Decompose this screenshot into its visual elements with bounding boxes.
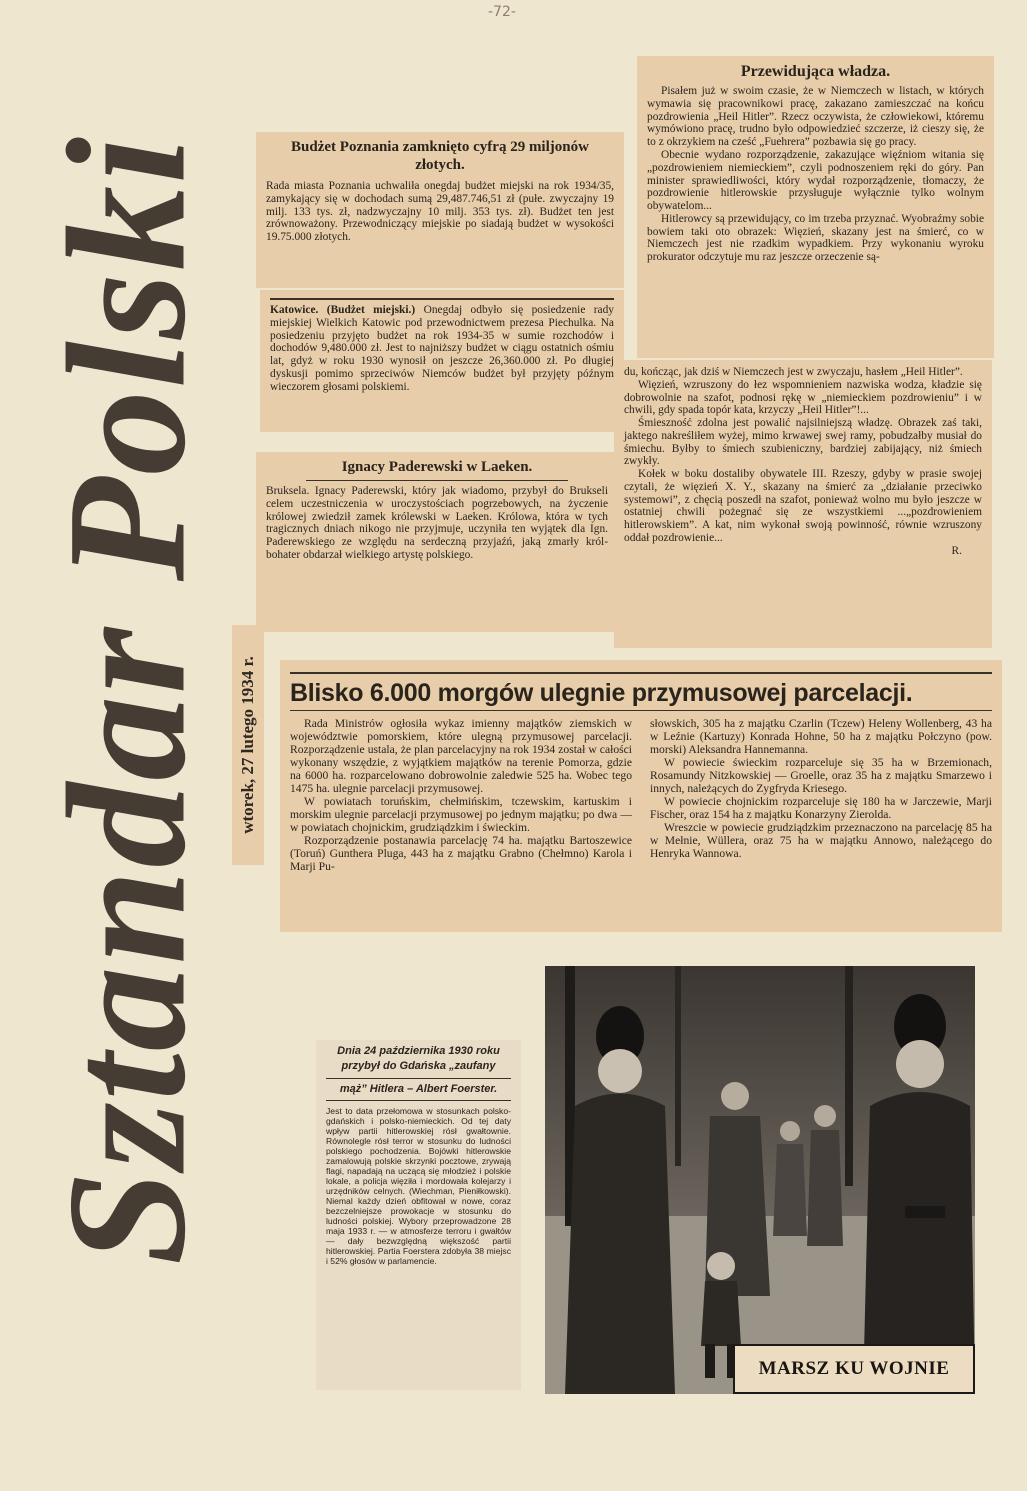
body-przewidujaca-cont-2: Więzień, wzruszony do łez wspomnieniem nazwiska wodza, kładzie się dobrowolnie na szafot, podnosi rękę w „niemieckiem pozdrowieniu” i w chwili, gdy spada topór kata, krzyczy „Heil Hitler”!... bbox=[624, 378, 982, 417]
page-number: -72- bbox=[488, 4, 516, 20]
body-blisko-3: Rozporządzenie postanawia parcelację 74 ha. majątku Bartoszewice (Toruń) Gunthera Pluga, 443 ha z majątku Grabno (Chełmno) Karola i Marji Pu- bbox=[290, 833, 632, 873]
clipping-katowice bbox=[260, 290, 624, 432]
photo-marching-soldiers bbox=[545, 966, 975, 1394]
text-katowice: Onegdaj odbyło się posiedzenie rady miejskiej Wielkich Katowic pod przewodnictwem prezesa Piechulka. Na posiedzeniu przyjęto budżet na rok 1934-35 w sumie rozchodów i dochodów 9,480.000 zł. Jest to najniższy budżet w ciągu ostatnich ośmiu lat, gdyż w roku 1930 wynosił on jeszcze 26,360.000 zł. Po długiej dyskusji pomimo sprzeciwów Niemców budżet był przyjęty późnym wieczorem głosami polskiemi. bbox=[270, 304, 614, 393]
photo-illustration bbox=[545, 966, 975, 1394]
photo-caption: MARSZ KU WOJNIE bbox=[733, 1344, 975, 1394]
masthead bbox=[25, 134, 230, 1266]
headline-blisko: Blisko 6.000 morgów ulegnie przymusowej parcelacji. bbox=[290, 679, 913, 707]
body-paderewski: Bruksela. Ignacy Paderewski, który jak wiadomo, przybył do Brukseli celem uczestniczenia w uroczystościach pogrzebowych, na życzenie królowej zwiedził zamek królewski w Laeken. Królowa, która w tych tragicznych dniach nikogo nie przyjmuje, uczyniła ten wyjątek dla Ign. Paderewskiego ze względu na serdeczną przyjaźń, jaką zmarły król-bohater obdarzał wielkiego artystę polskiego. bbox=[266, 485, 608, 561]
masthead-date: wtorek, 27 lutego 1934 r. bbox=[238, 656, 257, 834]
body-blisko-7: Wreszcie w powiecie grudziądzkim przeznaczono na parcelację 85 ha w Mełnie, Wüllera, oraz 75 ha w majątku Annowo, należącego do Henryka Wannowa. bbox=[650, 820, 992, 860]
divider-rule bbox=[326, 1078, 511, 1079]
blisko-column-1 bbox=[290, 717, 632, 873]
body-przewidujaca-cont-1: du, kończąc, jak dziś w Niemczech jest w zwyczaju, hasłem „Heil Hitler”. bbox=[624, 366, 963, 378]
body-przewidujaca-1: Pisałem już w swoim czasie, że w Niemczech w listach, w których wymawia się pracownikowi pracę, zakazano zamieszczać na końcu pozdrowienia „Heil Hitler”. Rzecz oczywista, że człowiekowi, któremu wymówiono pracę, trudno było odpowiedzieć szczerze, iż cieszy się, że to z okrzykiem na cześć „Fuehrera” pozbawia się go pracy. bbox=[647, 85, 984, 149]
headline-paderewski: Ignacy Paderewski w Laeken. bbox=[341, 459, 533, 475]
divider-rule bbox=[306, 480, 568, 481]
body-przewidujaca-cont-3: Śmieszność zdolna jest powalić najsilniejszą władzę. Obrazek zaś taki, jaktego nakreśliłem wyżej, mimo krwawej swej ramy, pobudzałby musiał do śmiechu. Byłby to śmiech szubieniczny, bardziej zabijający, niż śmiech zwykły. bbox=[624, 417, 982, 468]
blisko-column-2 bbox=[650, 717, 992, 873]
clipping-przewidujaca-continued bbox=[614, 360, 992, 648]
body-przewidujaca-cont-4: Kołek w boku dostaliby obywatele III. Rzeszy, gdyby w prasie swojej czytali, że więzień X. Y., skazany na śmierć za „działanie przeciwko systemowi”, z chęcią poszedł na szafot, ponieważ wolno mu było jeszcze w ostatniej chwili pożegnać się ze wszystkiemi ...„pozdrowieniem hitlerowskiem”. A kat, nim wykonał swoją powinność, równie wzruszony oddał pozdrowienie... bbox=[624, 468, 982, 544]
body-blisko-6: W powiecie chojnickim rozparceluje się 180 ha w Jarczewie, Marji Fischer, oraz 154 ha z majątku Konarzyny Zierolda. bbox=[650, 794, 992, 821]
divider-rule bbox=[326, 1100, 511, 1101]
headline-budzet: Budżet Poznania zamknięto cyfrą 29 miljonów złotych. bbox=[291, 139, 589, 173]
clipping-przewidujaca-wladza bbox=[637, 56, 994, 358]
masthead-date-strip bbox=[232, 625, 264, 865]
masthead-title: Sztandar Polski bbox=[32, 134, 221, 1266]
body-blisko-1: Rada Ministrów ogłosiła wykaz imienny majątków ziemskich w województwie pomorskiem, które ulegną przymusowej parcelacji. Rozporządzenie ustala, że plan parcelacyjny na rok 1934 został w całości wykonany wszędzie, z wyjątkiem majątków na terenie Pomorza, gdzie na 6000 ha. rozparcelowano dobrowolnie zaledwie 525 ha. Wobec tego 1475 ha. ulegnie parcelacji przymusowej. bbox=[290, 717, 632, 795]
blisko-columns bbox=[290, 717, 992, 873]
body-przewidujaca-3: Hitlerowcy są przewidujący, co im trzeba przyznać. Wyobraźmy sobie bowiem taki oto obrazek: Więzień, skazany jest na śmierć, co w Niemczech jest nie rzadkim wypadkiem. Przy wykonaniu wyroku prokurator odczytuje mu raz jeszcze orzeczenie są- bbox=[647, 212, 984, 264]
body-budzet: Rada miasta Poznania uchwaliła onegdaj budżet miejski na rok 1934/35, zamykający się w dochodach sumą 29,487.746,51 zł (pułe. zwyczajny 19 milj. 133 tys. zł, nadzwyczajny 10 milj. 353 tys. zł). Budżet ten jest zrównoważony. Przewodniczący miejskie po siadają budżet w wysokości 19.75.000 złotych. bbox=[266, 180, 614, 244]
divider-rule bbox=[290, 672, 992, 674]
clipping-budzet-poznania bbox=[256, 132, 624, 288]
body-przewidujaca-2: Obecnie wydano rozporządzenie, zakazujące więźniom witania się „pozdrowieniem niemieckiem”, czyli podnoszeniem ręki do góry. Pan minister sprawiedliwości, który wydał rozporządzenie, tłomaczy, że pozdrowienie hitlerowskie przysługuje wyłącznie tylko wolnym obywatelom... bbox=[647, 149, 984, 213]
divider-rule bbox=[290, 710, 992, 711]
clipping-blisko-6000-morgow bbox=[280, 660, 1002, 932]
divider-rule bbox=[270, 298, 614, 300]
clipping-gdansk-foerster bbox=[316, 1040, 521, 1390]
body-blisko-5: W powiecie świeckim rozparceluje się 35 ha w Brzemionach, Rosamundy Nitzkowskiej — Groelle, oraz 35 ha z majątku Smarzewo i innych, należących do Zygfryda Kriesego. bbox=[650, 755, 992, 795]
headline-gdansk-1: Dnia 24 października 1930 roku przybył do Gdańska „zaufany bbox=[337, 1045, 500, 1073]
body-katowice bbox=[270, 304, 614, 393]
headline-przewidujaca: Przewidująca władza. bbox=[740, 63, 891, 80]
body-blisko-4: słowskich, 305 ha z majątku Czarlin (Tczew) Heleny Wollenberg, 43 ha w Leźnie (Kartuzy) Konrada Hohne, 50 ha z majątku Połczyno (pow. morski) Aleksandra Hannemanna. bbox=[650, 717, 992, 756]
headline-gdansk-2: mąż” Hitlera – Albert Foerster. bbox=[339, 1082, 498, 1095]
body-gdansk: Jest to data przełomowa w stosunkach polsko-gdańskich i polsko-niemieckich. Od tej daty wpływ partii hitlerowskiej rósł gwałtownie. Równolegle rósł terror w stosunku do ludności polskiego pochodzenia. Bojówki hitlerowskie zamalowują polskie skrzynki pocztowe, zrywają flagi, napadają na uczącą się młodzież i polskie lokale, a policja więziła i mordowała kolejarzy i urzędników celnych. (Wiechman, Pieniłkowski). Niemal każdy dzień obfitował w nowe, coraz bezczelniejsze prowokacje w stosunku do ludności polskiej. Wybory przeprowadzone 28 maja 1933 r. — w atmosferze terroru i gwałtów — dały bezwzględną większość partii hitlerowskiej. Partia Foerstera zdobyła 38 miejsc i 52% głosów w parlamencie. bbox=[326, 1106, 511, 1266]
signature: R. bbox=[951, 544, 962, 557]
body-blisko-2: W powiatach toruńskim, chełmińskim, tczewskim, kartuskim i morskim ulegnie parcelacji przymusowej po jednym majątku; po dwa — w powiatach chojnickim, grudziądzkim i świeckim. bbox=[290, 794, 632, 834]
lead-katowice: Katowice. (Budżet miejski.) bbox=[270, 304, 416, 316]
clipping-paderewski bbox=[256, 452, 618, 632]
